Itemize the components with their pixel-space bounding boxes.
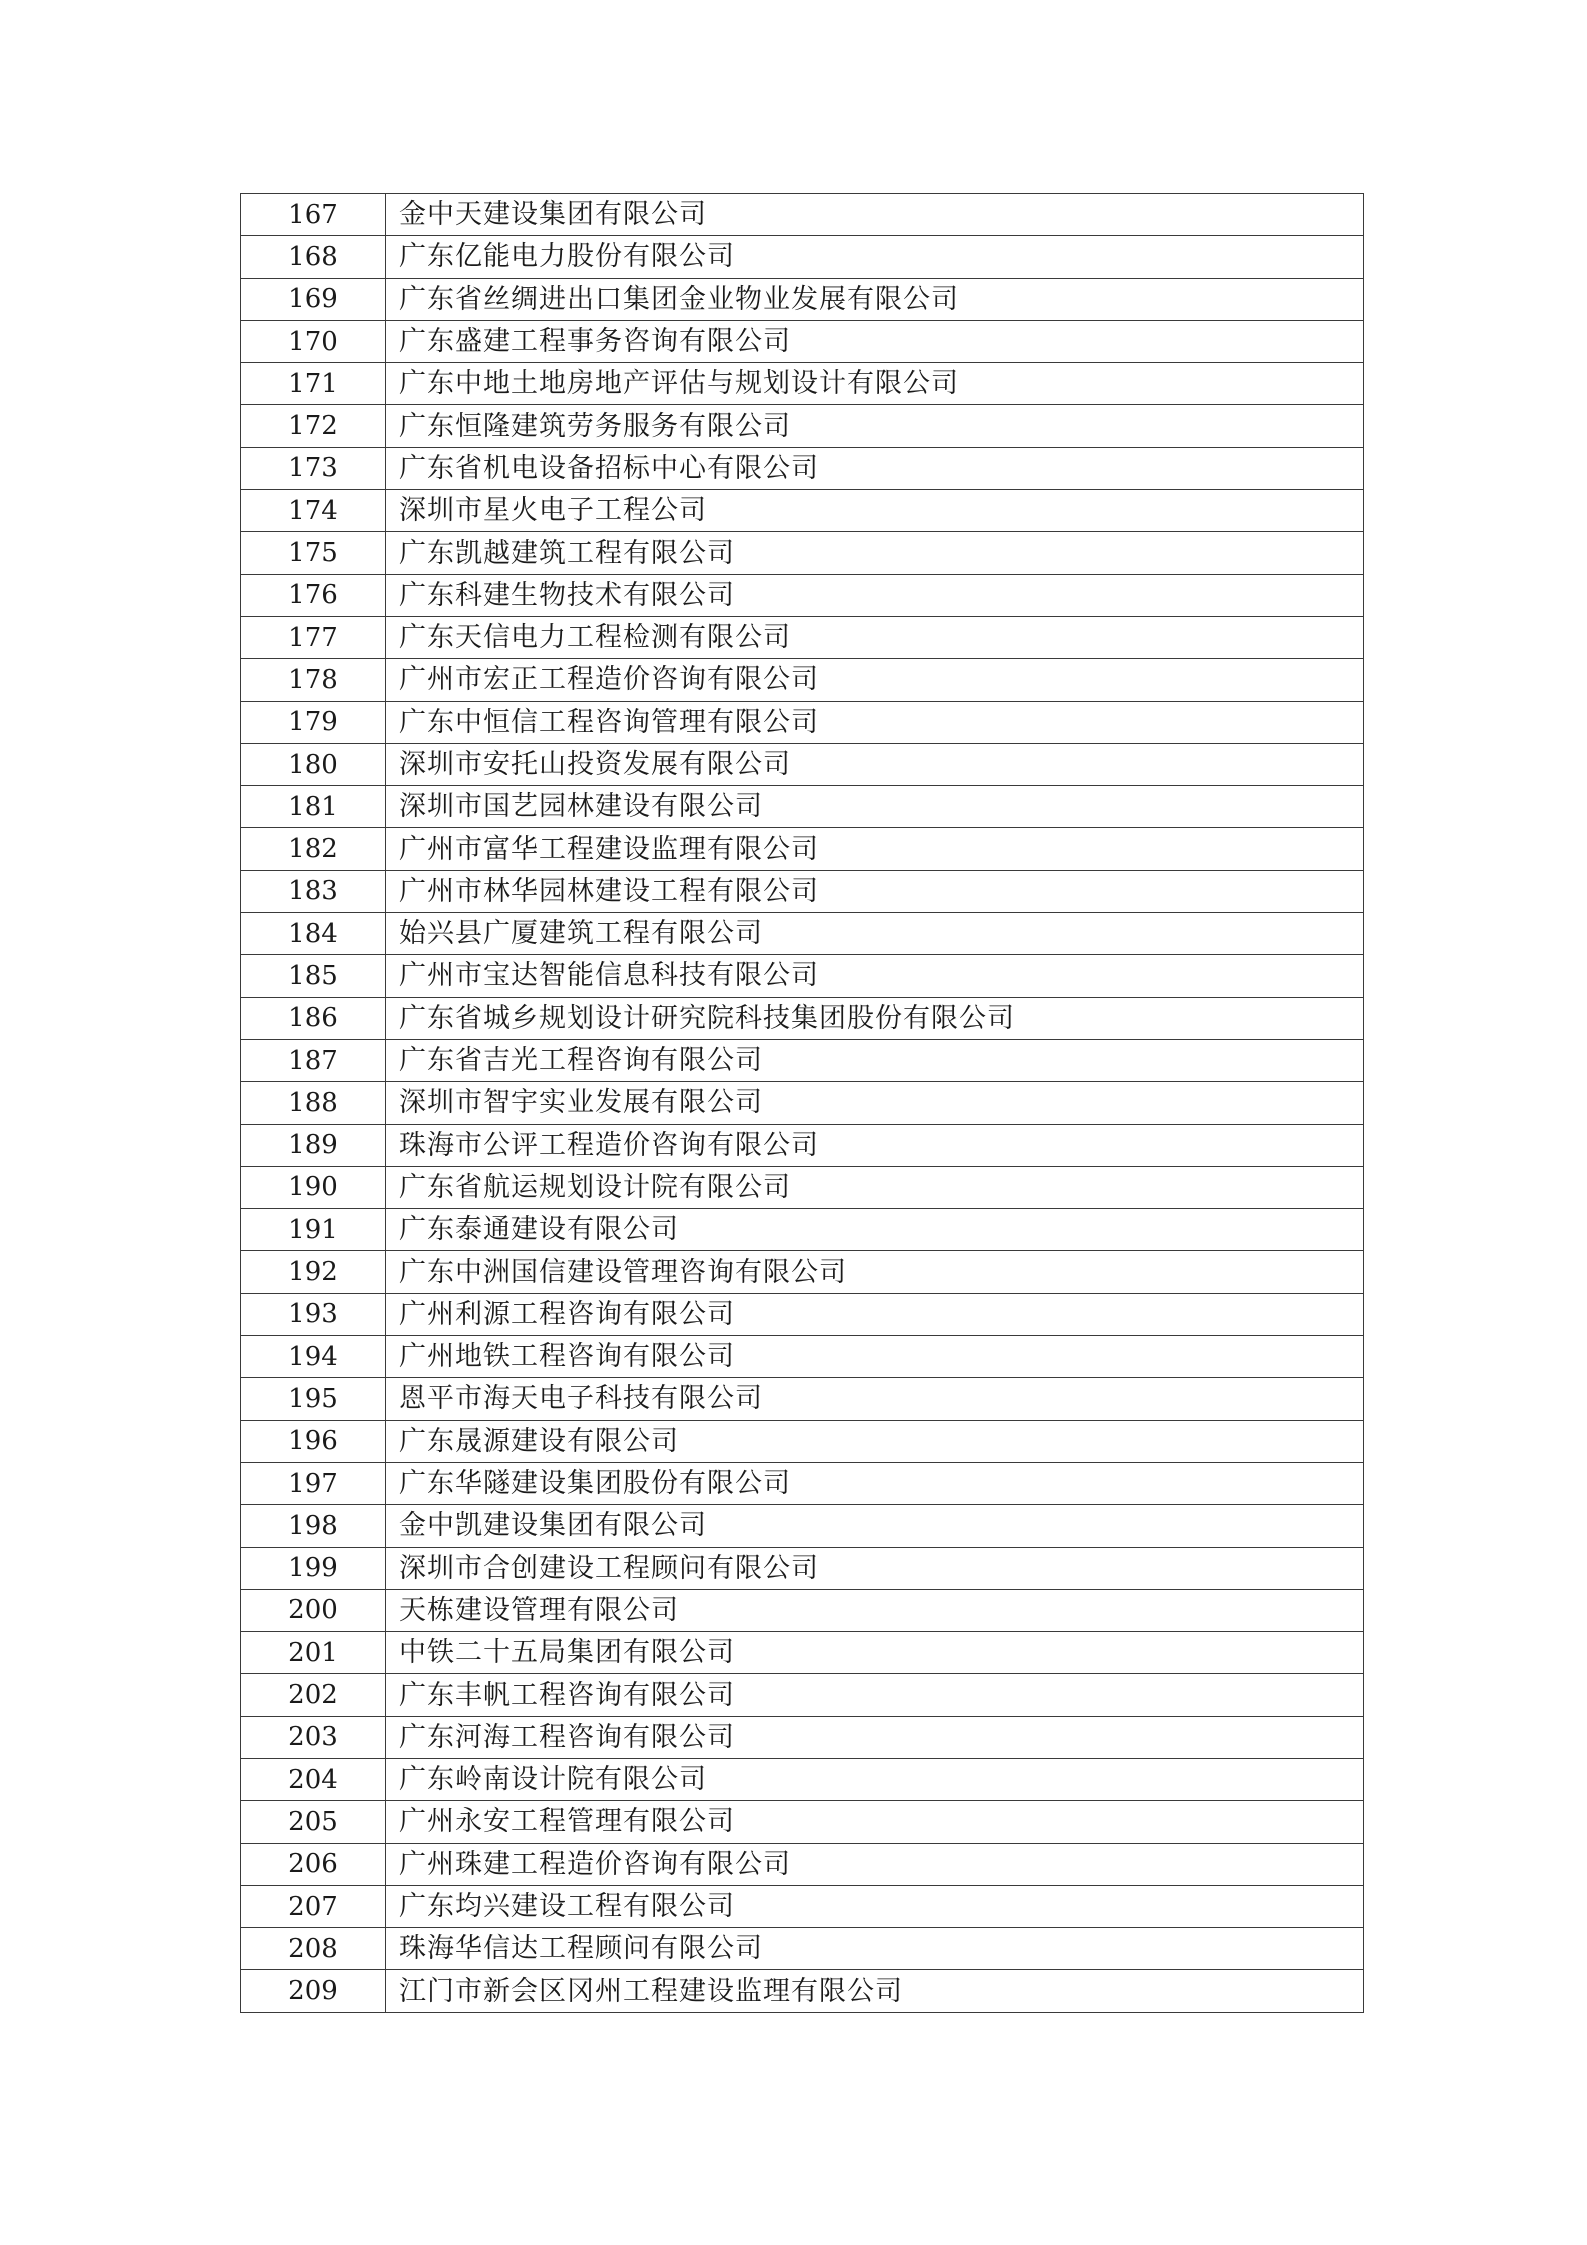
company-name: 广东恒隆建筑劳务服务有限公司 bbox=[386, 405, 1364, 447]
company-name: 恩平市海天电子科技有限公司 bbox=[386, 1378, 1364, 1420]
company-name: 广东中地土地房地产评估与规划设计有限公司 bbox=[386, 363, 1364, 405]
table-row bbox=[241, 320, 1364, 362]
row-number: 167 bbox=[241, 194, 386, 236]
row-number: 209 bbox=[241, 1970, 386, 2012]
table-row bbox=[241, 828, 1364, 870]
company-name: 珠海华信达工程顾问有限公司 bbox=[386, 1928, 1364, 1970]
company-name: 深圳市智宇实业发展有限公司 bbox=[386, 1082, 1364, 1124]
company-name: 广州市宝达智能信息科技有限公司 bbox=[386, 955, 1364, 997]
table-row bbox=[241, 1420, 1364, 1462]
row-number: 170 bbox=[241, 320, 386, 362]
table-row bbox=[241, 616, 1364, 658]
row-number: 185 bbox=[241, 955, 386, 997]
row-number: 195 bbox=[241, 1378, 386, 1420]
table-row bbox=[241, 1970, 1364, 2012]
company-name: 广东科建生物技术有限公司 bbox=[386, 574, 1364, 616]
table-row bbox=[241, 236, 1364, 278]
company-name: 广州市宏正工程造价咨询有限公司 bbox=[386, 659, 1364, 701]
table-row bbox=[241, 1589, 1364, 1631]
table-row bbox=[241, 997, 1364, 1039]
row-number: 194 bbox=[241, 1336, 386, 1378]
table-row bbox=[241, 1632, 1364, 1674]
company-name: 广东天信电力工程检测有限公司 bbox=[386, 616, 1364, 658]
table-row bbox=[241, 1166, 1364, 1208]
row-number: 205 bbox=[241, 1801, 386, 1843]
company-name: 深圳市星火电子工程公司 bbox=[386, 490, 1364, 532]
company-list-body bbox=[241, 194, 1364, 2013]
company-name: 珠海市公评工程造价咨询有限公司 bbox=[386, 1124, 1364, 1166]
company-name: 广州珠建工程造价咨询有限公司 bbox=[386, 1843, 1364, 1885]
row-number: 169 bbox=[241, 278, 386, 320]
company-name: 中铁二十五局集团有限公司 bbox=[386, 1632, 1364, 1674]
row-number: 186 bbox=[241, 997, 386, 1039]
row-number: 178 bbox=[241, 659, 386, 701]
table-row bbox=[241, 955, 1364, 997]
row-number: 172 bbox=[241, 405, 386, 447]
company-name: 广东省机电设备招标中心有限公司 bbox=[386, 447, 1364, 489]
table-row bbox=[241, 1547, 1364, 1589]
row-number: 168 bbox=[241, 236, 386, 278]
row-number: 201 bbox=[241, 1632, 386, 1674]
table-row bbox=[241, 1843, 1364, 1885]
table-row bbox=[241, 1209, 1364, 1251]
company-name: 广东丰帆工程咨询有限公司 bbox=[386, 1674, 1364, 1716]
company-list-table bbox=[240, 193, 1364, 2013]
row-number: 182 bbox=[241, 828, 386, 870]
table-row bbox=[241, 1801, 1364, 1843]
table-row bbox=[241, 574, 1364, 616]
row-number: 175 bbox=[241, 532, 386, 574]
row-number: 191 bbox=[241, 1209, 386, 1251]
table-row bbox=[241, 194, 1364, 236]
table-row bbox=[241, 1251, 1364, 1293]
row-number: 171 bbox=[241, 363, 386, 405]
row-number: 184 bbox=[241, 913, 386, 955]
table-row bbox=[241, 1336, 1364, 1378]
table-row bbox=[241, 1505, 1364, 1547]
row-number: 190 bbox=[241, 1166, 386, 1208]
table-row bbox=[241, 1378, 1364, 1420]
company-name: 广州市林华园林建设工程有限公司 bbox=[386, 870, 1364, 912]
table-row bbox=[241, 743, 1364, 785]
table-row bbox=[241, 490, 1364, 532]
table-row bbox=[241, 1124, 1364, 1166]
table-row bbox=[241, 870, 1364, 912]
company-name: 广东中恒信工程咨询管理有限公司 bbox=[386, 701, 1364, 743]
company-name: 深圳市国艺园林建设有限公司 bbox=[386, 786, 1364, 828]
row-number: 181 bbox=[241, 786, 386, 828]
row-number: 193 bbox=[241, 1293, 386, 1335]
row-number: 197 bbox=[241, 1462, 386, 1504]
company-name: 广东省城乡规划设计研究院科技集团股份有限公司 bbox=[386, 997, 1364, 1039]
table-row bbox=[241, 278, 1364, 320]
company-name: 广东亿能电力股份有限公司 bbox=[386, 236, 1364, 278]
table-row bbox=[241, 447, 1364, 489]
company-name: 广东华隧建设集团股份有限公司 bbox=[386, 1462, 1364, 1504]
table-row bbox=[241, 1039, 1364, 1081]
company-name: 广东泰通建设有限公司 bbox=[386, 1209, 1364, 1251]
company-name: 广东晟源建设有限公司 bbox=[386, 1420, 1364, 1462]
company-name: 广州市富华工程建设监理有限公司 bbox=[386, 828, 1364, 870]
row-number: 204 bbox=[241, 1758, 386, 1800]
row-number: 187 bbox=[241, 1039, 386, 1081]
company-name: 广东省丝绸进出口集团金业物业发展有限公司 bbox=[386, 278, 1364, 320]
row-number: 192 bbox=[241, 1251, 386, 1293]
table-row bbox=[241, 1674, 1364, 1716]
company-name: 广东盛建工程事务咨询有限公司 bbox=[386, 320, 1364, 362]
row-number: 173 bbox=[241, 447, 386, 489]
row-number: 180 bbox=[241, 743, 386, 785]
company-name: 深圳市合创建设工程顾问有限公司 bbox=[386, 1547, 1364, 1589]
company-name: 天栋建设管理有限公司 bbox=[386, 1589, 1364, 1631]
company-name: 广东岭南设计院有限公司 bbox=[386, 1758, 1364, 1800]
table-row bbox=[241, 1928, 1364, 1970]
table-row bbox=[241, 913, 1364, 955]
company-name: 广州地铁工程咨询有限公司 bbox=[386, 1336, 1364, 1378]
table-row bbox=[241, 659, 1364, 701]
row-number: 202 bbox=[241, 1674, 386, 1716]
row-number: 183 bbox=[241, 870, 386, 912]
row-number: 200 bbox=[241, 1589, 386, 1631]
table-row bbox=[241, 532, 1364, 574]
table-row bbox=[241, 701, 1364, 743]
table-row bbox=[241, 1082, 1364, 1124]
table-row bbox=[241, 1716, 1364, 1758]
row-number: 189 bbox=[241, 1124, 386, 1166]
row-number: 179 bbox=[241, 701, 386, 743]
row-number: 188 bbox=[241, 1082, 386, 1124]
row-number: 203 bbox=[241, 1716, 386, 1758]
company-name: 广东均兴建设工程有限公司 bbox=[386, 1885, 1364, 1927]
row-number: 207 bbox=[241, 1885, 386, 1927]
row-number: 177 bbox=[241, 616, 386, 658]
table-row bbox=[241, 1293, 1364, 1335]
company-name: 广州利源工程咨询有限公司 bbox=[386, 1293, 1364, 1335]
company-name: 广东省吉光工程咨询有限公司 bbox=[386, 1039, 1364, 1081]
company-name: 广东河海工程咨询有限公司 bbox=[386, 1716, 1364, 1758]
row-number: 206 bbox=[241, 1843, 386, 1885]
company-name: 深圳市安托山投资发展有限公司 bbox=[386, 743, 1364, 785]
table-row bbox=[241, 786, 1364, 828]
table-row bbox=[241, 405, 1364, 447]
row-number: 208 bbox=[241, 1928, 386, 1970]
row-number: 196 bbox=[241, 1420, 386, 1462]
company-name: 江门市新会区冈州工程建设监理有限公司 bbox=[386, 1970, 1364, 2012]
company-name: 广东中洲国信建设管理咨询有限公司 bbox=[386, 1251, 1364, 1293]
company-name: 始兴县广厦建筑工程有限公司 bbox=[386, 913, 1364, 955]
company-name: 金中天建设集团有限公司 bbox=[386, 194, 1364, 236]
table-row bbox=[241, 363, 1364, 405]
company-name: 广州永安工程管理有限公司 bbox=[386, 1801, 1364, 1843]
row-number: 198 bbox=[241, 1505, 386, 1547]
company-name: 广东凯越建筑工程有限公司 bbox=[386, 532, 1364, 574]
table-row bbox=[241, 1885, 1364, 1927]
row-number: 176 bbox=[241, 574, 386, 616]
row-number: 174 bbox=[241, 490, 386, 532]
company-name: 金中凯建设集团有限公司 bbox=[386, 1505, 1364, 1547]
table-row bbox=[241, 1758, 1364, 1800]
company-name: 广东省航运规划设计院有限公司 bbox=[386, 1166, 1364, 1208]
table-row bbox=[241, 1462, 1364, 1504]
row-number: 199 bbox=[241, 1547, 386, 1589]
